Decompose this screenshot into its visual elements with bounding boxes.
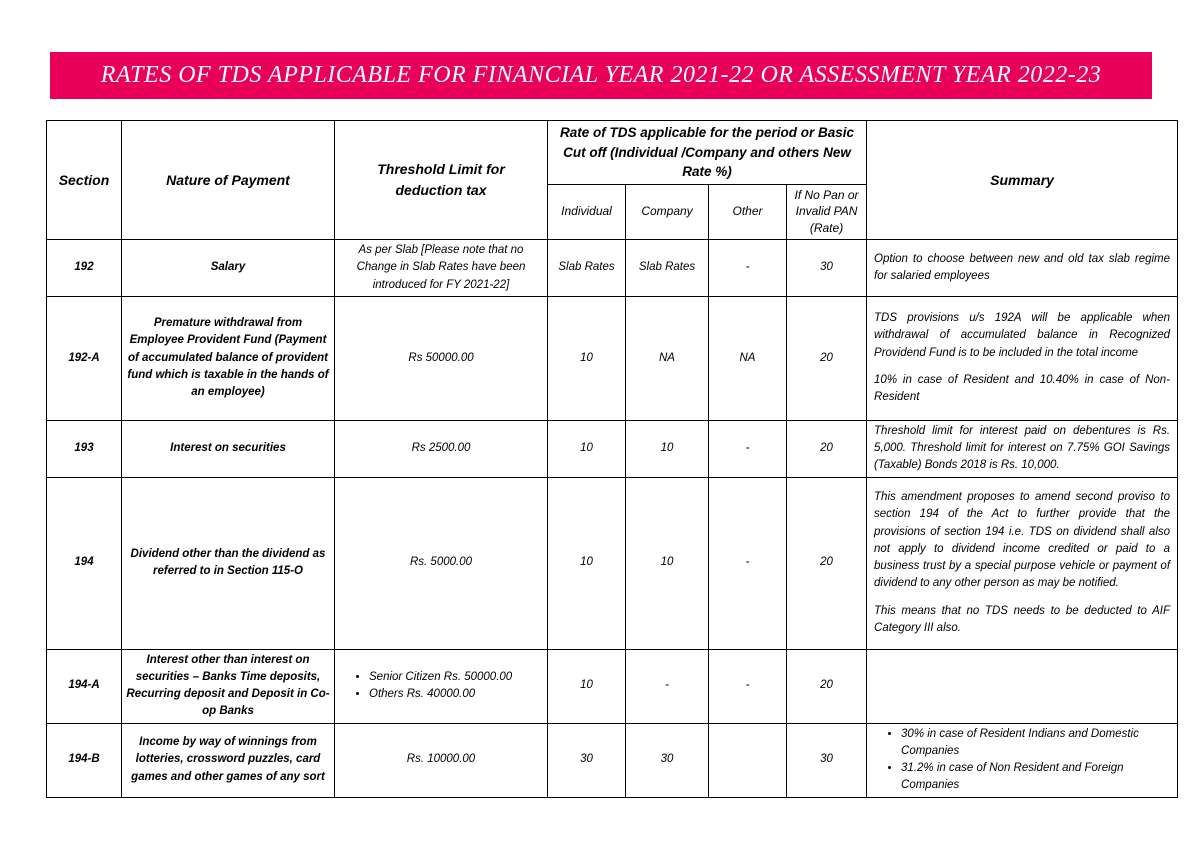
cell-company: - <box>626 649 709 723</box>
cell-company: 30 <box>626 723 709 797</box>
table-row <box>47 477 1178 649</box>
cell-no-pan: 30 <box>787 240 867 297</box>
cell-threshold <box>335 649 548 723</box>
summary-paragraph: This amendment proposes to amend second proviso to section 194 of the Act to further provide that the provisions of section 194 i.e. TDS on dividend shall also not apply to dividend income credited or paid to a business trust by a special purpose vehicle or payment of dividend to any other person as may be notified. <box>874 491 1171 590</box>
summary-list <box>871 726 1173 795</box>
cell-threshold: Rs. 5000.00 <box>335 477 548 649</box>
cell-company: Slab Rates <box>626 240 709 297</box>
list-item: • 31.2% in case of Non Resident and Foreign Companies <box>901 760 1173 795</box>
cell-individual: 10 <box>548 296 626 420</box>
cell-nature: Salary <box>122 240 335 297</box>
page-title: RATES OF TDS APPLICABLE FOR FINANCIAL YEAR 2021-22 OR ASSESSMENT YEAR 2022-23 <box>100 62 1102 88</box>
cell-individual: 10 <box>548 649 626 723</box>
cell-other: - <box>709 649 787 723</box>
cell-threshold: Rs 50000.00 <box>335 296 548 420</box>
tds-rates-table <box>46 120 1178 798</box>
cell-individual: Slab Rates <box>548 240 626 297</box>
cell-summary <box>867 723 1178 797</box>
table-row <box>47 723 1178 797</box>
table-row <box>47 420 1178 477</box>
header-rate-of-tds: Rate of TDS applicable for the period or Basic Cut off (Individual /Company and others New Rate %) <box>548 121 867 185</box>
table-row <box>47 240 1178 297</box>
cell-no-pan: 20 <box>787 649 867 723</box>
header-individual: Individual <box>548 184 626 239</box>
cell-company: 10 <box>626 420 709 477</box>
header-threshold-text: Threshold Limit for deduction tax <box>377 161 505 199</box>
table-row <box>47 649 1178 723</box>
cell-no-pan: 20 <box>787 296 867 420</box>
cell-threshold: As per Slab [Please note that no Change in Slab Rates have been introduced for FY 2021-22] <box>335 240 548 297</box>
list-item: • Senior Citizen Rs. 50000.00 <box>369 669 543 686</box>
cell-threshold: Rs 2500.00 <box>335 420 548 477</box>
cell-other: NA <box>709 296 787 420</box>
cell-nature: Income by way of winnings from lotteries, crossword puzzles, card games and other games of any sort <box>122 723 335 797</box>
summary-paragraph: 10% in case of Resident and 10.40% in case of Non-Resident <box>874 373 1171 404</box>
summary-paragraph: TDS provisions u/s 192A will be applicable when withdrawal of accumulated balance in Recognized Providend Fund is to be included in the total income <box>874 312 1171 359</box>
list-item: • 30% in case of Resident Indians and Domestic Companies <box>901 726 1173 761</box>
cell-no-pan: 20 <box>787 477 867 649</box>
cell-nature: Dividend other than the dividend as referred to in Section 115-O <box>122 477 335 649</box>
cell-section: 194-B <box>47 723 122 797</box>
cell-company: NA <box>626 296 709 420</box>
cell-other: - <box>709 240 787 297</box>
header-summary: Summary <box>867 121 1178 240</box>
list-item: • Others Rs. 40000.00 <box>369 686 543 703</box>
cell-nature: Premature withdrawal from Employee Provident Fund (Payment of accumulated balance of provident fund which is taxable in the hands of an employee) <box>122 296 335 420</box>
cell-other: - <box>709 420 787 477</box>
cell-section: 193 <box>47 420 122 477</box>
cell-summary <box>867 477 1178 649</box>
header-other: Other <box>709 184 787 239</box>
cell-no-pan: 20 <box>787 420 867 477</box>
summary-paragraph: This means that no TDS needs to be deducted to AIF Category III also. <box>874 604 1171 634</box>
cell-summary: Threshold limit for interest paid on debentures is Rs. 5,000. Threshold limit for interest on 7.75% GOI Savings (Taxable) Bonds 2018 is Rs. 10,000. <box>867 420 1178 477</box>
header-section: Section <box>47 121 122 240</box>
cell-individual: 30 <box>548 723 626 797</box>
cell-section: 194-A <box>47 649 122 723</box>
cell-summary: Option to choose between new and old tax slab regime for salaried employees <box>867 240 1178 297</box>
cell-summary <box>867 296 1178 420</box>
cell-other <box>709 723 787 797</box>
table-row <box>47 296 1178 420</box>
cell-individual: 10 <box>548 477 626 649</box>
cell-threshold: Rs. 10000.00 <box>335 723 548 797</box>
cell-section: 192 <box>47 240 122 297</box>
cell-company: 10 <box>626 477 709 649</box>
header-threshold-limit <box>335 121 548 240</box>
header-company: Company <box>626 184 709 239</box>
cell-no-pan: 30 <box>787 723 867 797</box>
header-nature-of-payment: Nature of Payment <box>122 121 335 240</box>
cell-section: 194 <box>47 477 122 649</box>
threshold-list <box>339 669 543 704</box>
cell-summary <box>867 649 1178 723</box>
cell-other: - <box>709 477 787 649</box>
cell-individual: 10 <box>548 420 626 477</box>
header-no-pan: If No Pan or Invalid PAN (Rate) <box>787 184 867 239</box>
page-title-banner <box>50 52 1152 99</box>
cell-nature: Interest other than interest on securities – Banks Time deposits, Recurring deposit and Deposit in Co-op Banks <box>122 649 335 723</box>
cell-nature: Interest on securities <box>122 420 335 477</box>
cell-section: 192-A <box>47 296 122 420</box>
